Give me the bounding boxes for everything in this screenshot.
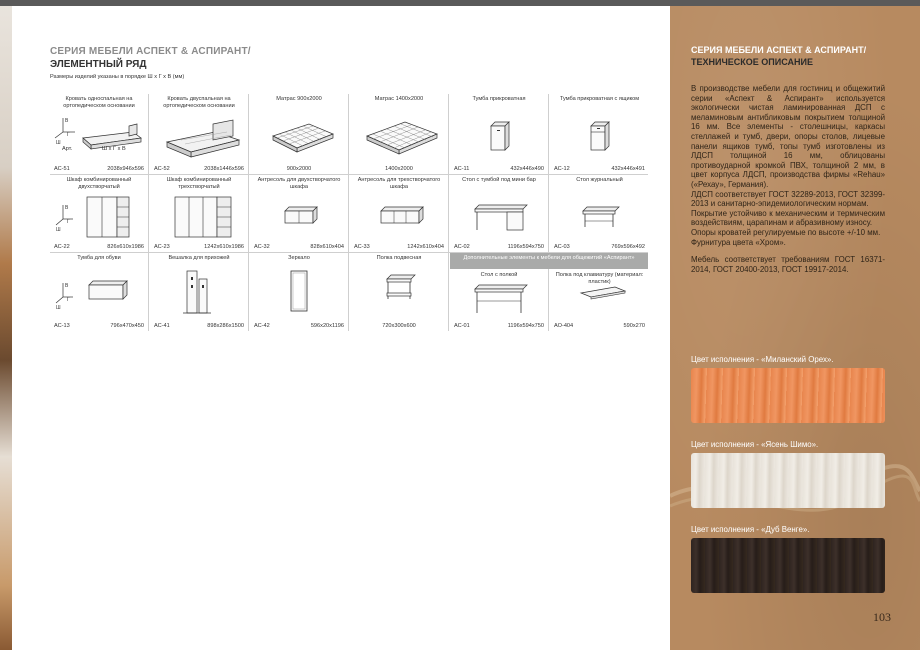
item-name: Стол журнальный xyxy=(576,177,623,183)
wardrobe-3-icon xyxy=(153,189,245,239)
svg-text:В: В xyxy=(65,205,69,211)
mattress-icon xyxy=(253,110,345,158)
item-size: 1196х594х750 xyxy=(507,323,544,329)
desk-minibar-icon xyxy=(453,189,545,239)
page-number: 103 xyxy=(873,610,891,624)
svg-text:Ш: Ш xyxy=(56,305,61,311)
wardrobe-2-icon xyxy=(53,189,145,239)
description-paragraph: Опоры кроватей регулируемые по высоте +/-10 мм. xyxy=(691,227,881,237)
svg-text:В: В xyxy=(65,118,69,124)
item-cell xyxy=(150,175,249,252)
svg-text:Г: Г xyxy=(67,297,70,303)
item-cell xyxy=(350,175,449,252)
description-paragraph: ЛДСП соответствует ГОСТ 32289-2013, ГОСТ 32399-2013 и санитарно-эпидемиологическим нормам. xyxy=(691,189,885,209)
svg-text:В: В xyxy=(65,283,69,289)
item-size: 720х300х600 xyxy=(382,323,416,329)
item-name: Полка под клавиатуру (материал: пластик) xyxy=(555,272,644,285)
description-paragraph: В производстве мебели для гостиниц и общежитий серии «Аспект & Аспирант» используется экологически чистая ламинированная ДСП с меламиновым антибликовым покрытием толщиной 16 мм. Все элементы - столешницы, каркасы стеллажей и тумб, двери, опоры столов, лицевые панели ящиков тумб, топы тумб изготовлены из ЛДСП толщиной 16 мм, облицованы противоударной кромкой ПВХ, толщиной 2 мм, в цвет корпуса ЛДСП, производства фирмы «Rehau» («Рехау», Германия). xyxy=(691,84,885,189)
description-paragraph: Мебель соответствует требованиям ГОСТ 16371-2014, ГОСТ 20400-2013, ГОСТ 19917-2014. xyxy=(691,255,885,274)
item-size: 596х20х1196 xyxy=(310,323,344,329)
nightstand-icon xyxy=(453,110,545,158)
item-name: Антресоль для трехстворчатого шкафа xyxy=(357,177,441,190)
color-swatch-ash-shimo xyxy=(691,453,885,508)
item-size: 826х610х1986 xyxy=(107,244,144,250)
description-section-title: ТЕХНИЧЕСКОЕ ОПИСАНИЕ xyxy=(691,57,813,67)
color-swatch-oak-wenge xyxy=(691,538,885,593)
item-article: АС-33 xyxy=(354,244,370,250)
item-article: АС-03 xyxy=(554,244,570,250)
item-size: 828х610х404 xyxy=(310,244,344,250)
item-name: Тумба для обуви xyxy=(77,255,121,261)
item-name: Тумба прикроватная xyxy=(472,96,526,102)
mezzanine-icon xyxy=(253,189,345,239)
item-cell xyxy=(150,253,249,331)
item-size: 769х596х492 xyxy=(611,244,645,250)
item-name: Шкаф комбинированный двухстворчатый xyxy=(66,177,132,190)
item-cell xyxy=(150,94,249,174)
item-size: 1242х610х404 xyxy=(407,244,444,250)
item-size: 1400х2000 xyxy=(385,166,413,172)
description-panel xyxy=(670,6,920,650)
catalog-page xyxy=(12,6,670,650)
item-cell xyxy=(50,253,149,331)
description-text xyxy=(691,84,885,274)
svg-text:Г: Г xyxy=(67,219,70,225)
desk-shelf-icon xyxy=(453,277,545,325)
item-article: АС-13 xyxy=(54,323,70,329)
mattress-wide-icon xyxy=(353,110,445,158)
item-cell xyxy=(250,175,349,252)
item-name: Матрас 900х2000 xyxy=(276,96,322,102)
item-size: 2038х1446х596 xyxy=(204,166,244,172)
item-name: Тумба прикроватная с ящиком xyxy=(559,96,640,102)
item-cell xyxy=(450,175,549,252)
double-bed-icon xyxy=(153,110,245,158)
hanging-shelf-icon xyxy=(353,265,445,321)
item-size: 590х270 xyxy=(623,323,645,329)
item-name: Шкаф комбинированный трехстворчатый xyxy=(166,177,232,190)
nightstand-drawer-icon xyxy=(553,110,645,158)
series-title: СЕРИЯ МЕБЕЛИ АСПЕКТ & АСПИРАНТ/ xyxy=(50,46,251,57)
mirror-icon xyxy=(253,265,345,321)
item-article: АС-51 xyxy=(54,166,70,172)
item-article: АС-52 xyxy=(154,166,170,172)
description-series-title: СЕРИЯ МЕБЕЛИ АСПЕКТ & АСПИРАНТ/ xyxy=(691,45,867,55)
shoe-cabinet-icon xyxy=(53,267,145,317)
item-size: 432х446х491 xyxy=(611,166,645,172)
item-cell xyxy=(550,175,649,252)
item-cell xyxy=(350,253,449,331)
item-cell xyxy=(250,94,349,174)
item-name: Стол с тумбой под мини бар xyxy=(462,177,536,183)
item-name: Полка подвесная xyxy=(376,255,422,261)
svg-text:Ш: Ш xyxy=(56,227,61,233)
item-size: 796х470х450 xyxy=(110,323,144,329)
item-article: АС-41 xyxy=(154,323,170,329)
item-name: Антресоль для двухстворчатого шкафа xyxy=(257,177,341,190)
item-size: 432х446х490 xyxy=(510,166,544,172)
item-cell xyxy=(450,94,549,174)
item-article: АС-01 xyxy=(454,323,470,329)
item-size: 1196х594х750 xyxy=(507,244,544,250)
item-article: АС-02 xyxy=(454,244,470,250)
item-article: АО-404 xyxy=(554,323,574,329)
item-name: Зеркало xyxy=(288,255,310,261)
item-article: АС-11 xyxy=(454,166,470,172)
color-title: Цвет исполнения - «Ясень Шимо». xyxy=(691,440,819,449)
dimensions-note: Размеры изделий указаны в порядке Ш х Г х В (мм) xyxy=(50,74,185,80)
color-title: Цвет исполнения - «Миланский Орех». xyxy=(691,355,834,364)
left-page-edge xyxy=(0,6,12,650)
svg-text:Ш: Ш xyxy=(56,140,61,146)
item-article: АС-22 xyxy=(54,244,70,250)
keyboard-shelf-icon xyxy=(553,279,645,327)
item-article: АС-42 xyxy=(254,323,270,329)
description-paragraph: Фурнитура цвета «Хром». xyxy=(691,237,786,247)
item-cell xyxy=(250,253,349,331)
mezzanine-wide-icon xyxy=(353,189,445,239)
item-cell xyxy=(350,94,449,174)
description-paragraph: Покрытие устойчиво к механическим и термическим воздействиям, царапинам и абразивному износу. xyxy=(691,208,885,228)
item-size: 898х286х1500 xyxy=(207,323,244,329)
section-title: ЭЛЕМЕНТНЫЙ РЯД xyxy=(50,59,147,70)
item-name: Кровать двуспальная на ортопедическом основании xyxy=(163,96,235,109)
item-name: Стол с полкой xyxy=(480,272,518,278)
item-name: Кровать односпальная на ортопедическом основании xyxy=(63,96,135,109)
hallway-hanger-icon xyxy=(153,265,245,321)
svg-text:Г: Г xyxy=(67,132,70,138)
item-name: Вешалка для прихожей xyxy=(168,255,230,261)
item-size: 900х2000 xyxy=(286,166,312,172)
item-article: АС-12 xyxy=(554,166,570,172)
item-cell xyxy=(50,94,149,174)
item-cell xyxy=(550,94,649,174)
item-size: 2038х946х596 xyxy=(107,166,144,172)
item-size: 1242х610х1986 xyxy=(204,244,244,250)
color-swatch-milan-walnut xyxy=(691,368,885,423)
color-title: Цвет исполнения - «Дуб Венге». xyxy=(691,525,810,534)
item-article: АС-23 xyxy=(154,244,170,250)
dims-label: Ш х Г х В xyxy=(102,146,126,152)
item-article: АС-32 xyxy=(254,244,270,250)
coffee-table-icon xyxy=(553,189,645,239)
art-label: Арт. xyxy=(62,146,73,152)
additional-elements-banner: Дополнительные элементы к мебели для общежитий «Аспирант» xyxy=(450,253,648,269)
item-cell xyxy=(50,175,149,252)
item-name: Матрас 1400х2000 xyxy=(374,96,424,102)
